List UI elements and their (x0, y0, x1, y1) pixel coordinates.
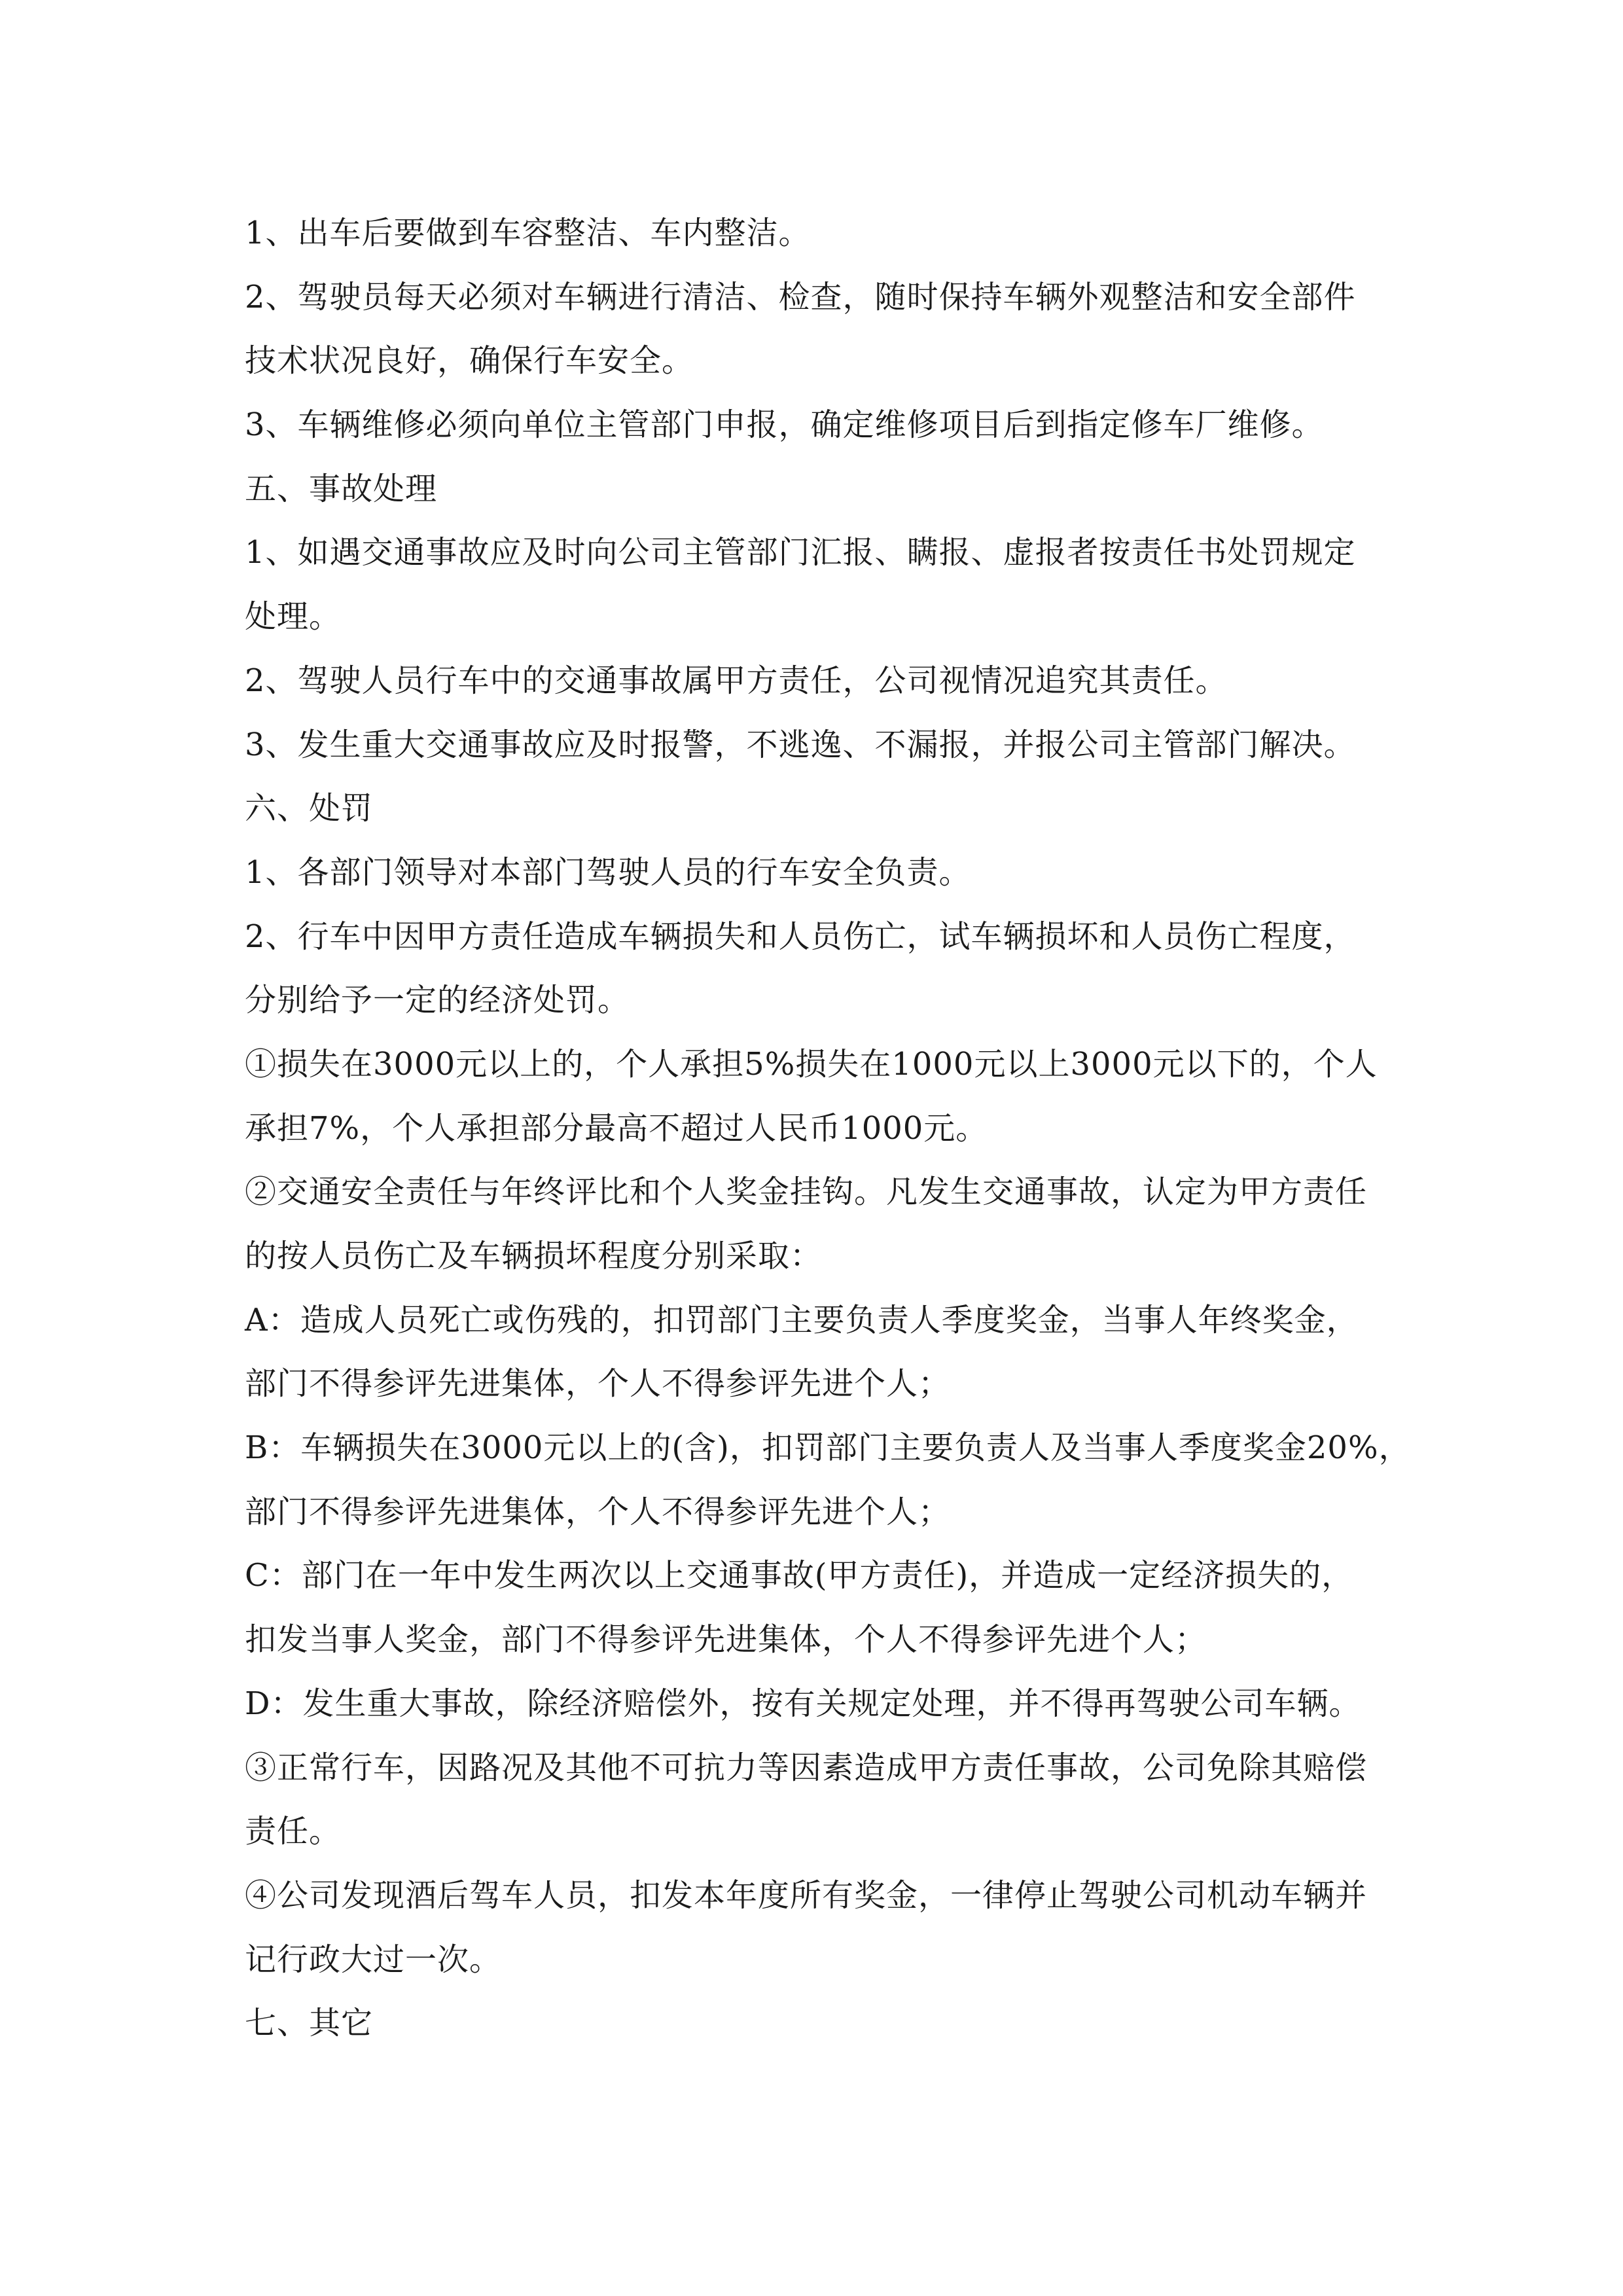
section-heading: 六、处罚 (245, 790, 374, 827)
text-line: 分别给予一定的经济处罚。 (245, 982, 630, 1019)
section-heading: 五、事故处理 (245, 470, 438, 507)
section-heading: 七、其它 (245, 2005, 374, 2042)
text-line: D：发生重大事故，除经济赔偿外，按有关规定处理，并不得再驾驶公司车辆。 (245, 1685, 1361, 1722)
text-line: 部门不得参评先进集体，个人不得参评先进个人； (245, 1493, 951, 1530)
text-line: 部门不得参评先进集体，个人不得参评先进个人； (245, 1365, 951, 1403)
text-line: ①损失在3000元以上的，个人承担5%损失在1000元以上3000元以下的，个人 (245, 1045, 1378, 1083)
text-line: 2、驾驶人员行车中的交通事故属甲方责任，公司视情况追究其责任。 (245, 662, 1228, 699)
document-body (245, 202, 1411, 2056)
text-line: ③正常行车，因路况及其他不可抗力等因素造成甲方责任事故，公司免除其赔偿 (245, 1749, 1368, 1786)
text-line: 责任。 (245, 1813, 342, 1850)
text-line: 2、驾驶员每天必须对车辆进行清洁、检查，随时保持车辆外观整洁和安全部件 (245, 278, 1356, 315)
text-line: C：部门在一年中发生两次以上交通事故(甲方责任)，并造成一定经济损失的， (245, 1557, 1354, 1594)
text-line: 1、如遇交通事故应及时向公司主管部门汇报、瞒报、虚报者按责任书处罚规定 (245, 534, 1356, 571)
text-line: 3、发生重大交通事故应及时报警，不逃逸、不漏报，并报公司主管部门解决。 (245, 726, 1356, 763)
text-line: 技术状况良好，确保行车安全。 (245, 342, 694, 380)
text-line: 记行政大过一次。 (245, 1941, 502, 1978)
text-line: 承担7%，个人承担部分最高不超过人民币1000元。 (245, 1109, 988, 1147)
text-line: 3、车辆维修必须向单位主管部门申报，确定维修项目后到指定修车厂维修。 (245, 406, 1324, 444)
text-line: ②交通安全责任与年终评比和个人奖金挂钩。凡发生交通事故，认定为甲方责任 (245, 1174, 1368, 1211)
text-line: A：造成人员死亡或伤残的，扣罚部门主要负责人季度奖金，当事人年终奖金， (245, 1301, 1359, 1338)
text-line: B：车辆损失在3000元以上的(含)，扣罚部门主要负责人及当事人季度奖金20%， (245, 1429, 1411, 1467)
text-line: 1、出车后要做到车容整洁、车内整洁。 (245, 215, 811, 251)
text-line: 扣发当事人奖金，部门不得参评先进集体，个人不得参评先进个人； (245, 1621, 1207, 1659)
text-line: 2、行车中因甲方责任造成车辆损失和人员伤亡，试车辆损坏和人员伤亡程度， (245, 918, 1356, 955)
text-line: 处理。 (245, 598, 342, 636)
text-line: 的按人员伤亡及车辆损坏程度分别采取： (245, 1238, 823, 1274)
text-line: ④公司发现酒后驾车人员，扣发本年度所有奖金，一律停止驾驶公司机动车辆并 (245, 1876, 1368, 1914)
text-line: 1、各部门领导对本部门驾驶人员的行车安全负责。 (245, 853, 971, 891)
